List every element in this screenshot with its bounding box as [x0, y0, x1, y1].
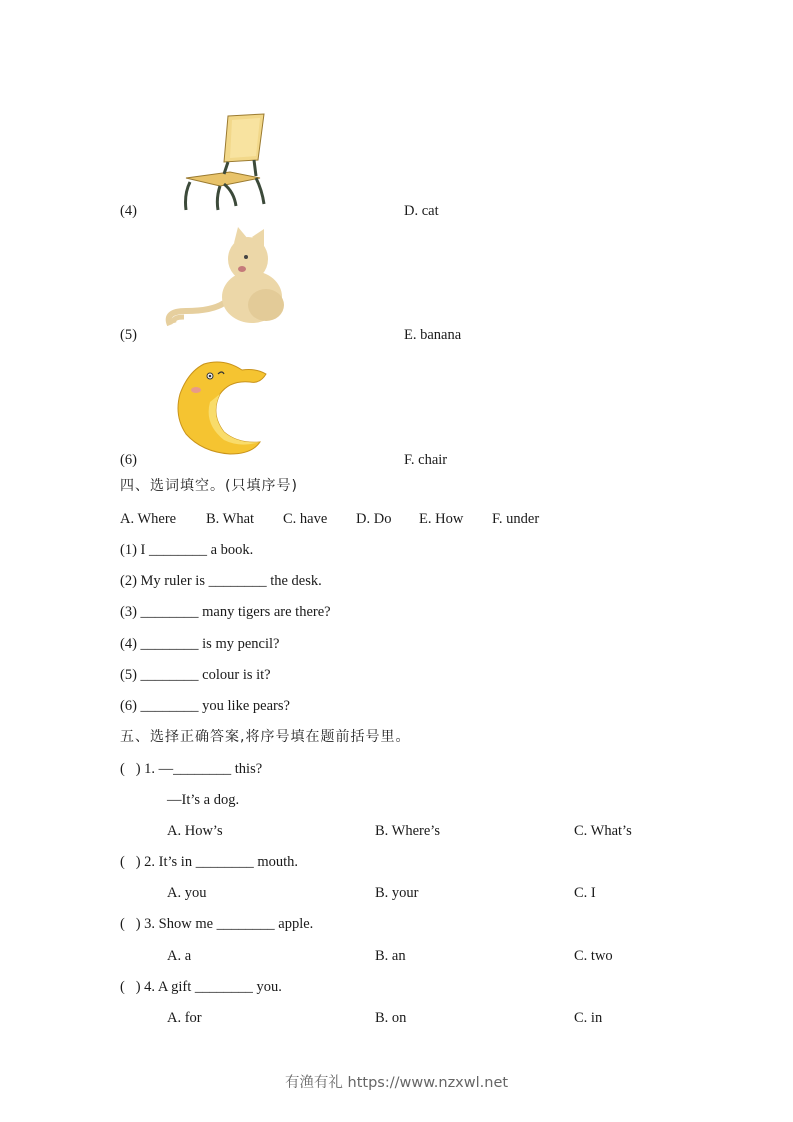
word-bank-option: F. under	[492, 511, 540, 527]
fill-blank-question: (2) My ruler is ________ the desk.	[120, 573, 322, 589]
chair-image	[180, 112, 266, 212]
choice-option: B. Where’s	[375, 823, 440, 839]
section-4-title: 四、选词填空。(只填序号)	[120, 478, 298, 494]
choice-option: C. I	[574, 885, 596, 901]
choice-option: A. for	[167, 1010, 202, 1026]
word-bank-option: E. How	[419, 511, 464, 527]
matching-number: (6)	[120, 452, 137, 468]
choice-option: B. on	[375, 1010, 407, 1026]
word-bank-option: A. Where	[120, 511, 177, 527]
banana-image	[174, 354, 272, 456]
fill-blank-question: (6) ________ you like pears?	[120, 698, 290, 714]
cat-image	[162, 225, 287, 337]
matching-option: D. cat	[404, 203, 439, 219]
matching-option: F. chair	[404, 452, 448, 468]
choice-option: C. two	[574, 948, 613, 964]
choice-question-stem: ( ) 2. It’s in ________ mouth.	[120, 854, 299, 870]
fill-blank-question: (1) I ________ a book.	[120, 542, 254, 558]
choice-option: C. in	[574, 1010, 603, 1026]
choice-question-stem: ( ) 1. —________ this?	[120, 761, 263, 777]
choice-question-stem: ( ) 3. Show me ________ apple.	[120, 916, 314, 932]
matching-option: E. banana	[404, 327, 462, 343]
choice-question-sub: —It’s a dog.	[167, 792, 240, 808]
fill-blank-question: (5) ________ colour is it?	[120, 667, 271, 683]
section-5-title: 五、选择正确答案,将序号填在题前括号里。	[120, 729, 411, 745]
word-bank-option: D. Do	[356, 511, 392, 527]
word-bank-option: B. What	[206, 511, 255, 527]
choice-option: B. an	[375, 948, 406, 964]
choice-option: B. your	[375, 885, 419, 901]
choice-option: A. you	[167, 885, 207, 901]
fill-blank-question: (4) ________ is my pencil?	[120, 636, 280, 652]
word-bank-option: C. have	[283, 511, 328, 527]
choice-option: C. What’s	[574, 823, 632, 839]
fill-blank-question: (3) ________ many tigers are there?	[120, 604, 331, 620]
footer-watermark: 有渔有礼 https://www.nzxwl.net	[284, 1075, 509, 1091]
matching-number: (4)	[120, 203, 137, 219]
matching-number: (5)	[120, 327, 137, 343]
choice-question-stem: ( ) 4. A gift ________ you.	[120, 979, 282, 995]
choice-option: A. a	[167, 948, 192, 964]
choice-option: A. How’s	[167, 823, 223, 839]
